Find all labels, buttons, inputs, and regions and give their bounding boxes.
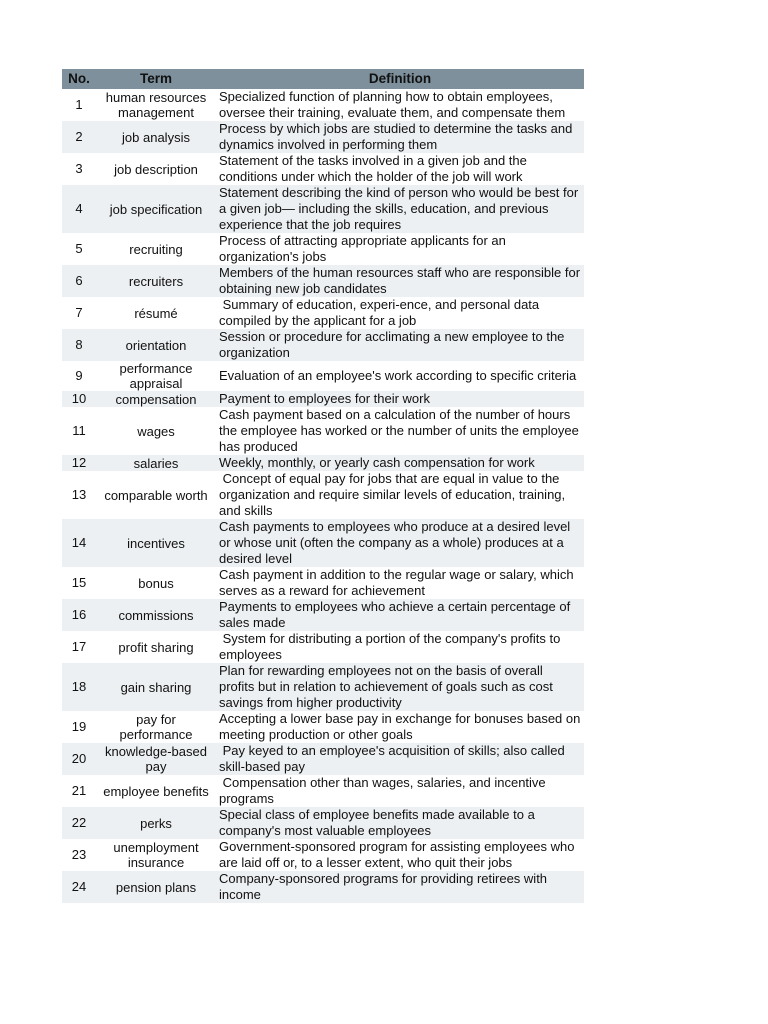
row-definition: Pay keyed to an employee's acquisition of skills; also called skill-based pay <box>216 743 584 775</box>
table-body <box>62 89 584 903</box>
row-definition: Accepting a lower base pay in exchange for bonuses based on meeting production or other goals <box>216 711 584 743</box>
row-number: 7 <box>62 297 96 329</box>
row-term: salaries <box>96 455 216 471</box>
table-row <box>62 775 584 807</box>
table-row <box>62 297 584 329</box>
row-term: pay for performance <box>96 711 216 743</box>
row-number: 14 <box>62 519 96 567</box>
table-row <box>62 361 584 391</box>
row-term: job specification <box>96 185 216 233</box>
row-definition: Concept of equal pay for jobs that are equal in value to the organization and require similar levels of education, training, and skills <box>216 471 584 519</box>
row-term: knowledge-based pay <box>96 743 216 775</box>
table-row <box>62 265 584 297</box>
row-definition: Evaluation of an employee's work according to specific criteria <box>216 361 584 391</box>
row-term: résumé <box>96 297 216 329</box>
row-term: profit sharing <box>96 631 216 663</box>
row-definition: Statement describing the kind of person who would be best for a given job— including the skills, education, and previous experience that the job requires <box>216 185 584 233</box>
table-header <box>62 69 584 89</box>
table-row <box>62 471 584 519</box>
row-term: performance appraisal <box>96 361 216 391</box>
row-definition: Payment to employees for their work <box>216 391 584 407</box>
row-term: bonus <box>96 567 216 599</box>
row-definition: Company-sponsored programs for providing retirees with income <box>216 871 584 903</box>
table-row <box>62 839 584 871</box>
row-definition: Specialized function of planning how to obtain employees, oversee their training, evaluate them, and compensate them <box>216 89 584 121</box>
row-number: 12 <box>62 455 96 471</box>
row-number: 17 <box>62 631 96 663</box>
table-row <box>62 233 584 265</box>
row-number: 23 <box>62 839 96 871</box>
row-term: incentives <box>96 519 216 567</box>
table-row <box>62 743 584 775</box>
row-number: 9 <box>62 361 96 391</box>
table-row <box>62 391 584 407</box>
header-no: No. <box>62 69 96 89</box>
row-number: 6 <box>62 265 96 297</box>
row-term: orientation <box>96 329 216 361</box>
table-row <box>62 153 584 185</box>
table-row <box>62 567 584 599</box>
row-term: pension plans <box>96 871 216 903</box>
glossary-table <box>62 69 584 903</box>
row-term: perks <box>96 807 216 839</box>
row-term: employee benefits <box>96 775 216 807</box>
table-row <box>62 807 584 839</box>
table-row <box>62 121 584 153</box>
header-term: Term <box>96 69 216 89</box>
row-definition: Session or procedure for acclimating a new employee to the organization <box>216 329 584 361</box>
table-row <box>62 329 584 361</box>
row-number: 13 <box>62 471 96 519</box>
header-row <box>62 69 584 89</box>
row-definition: Process of attracting appropriate applicants for an organization's jobs <box>216 233 584 265</box>
table-row <box>62 407 584 455</box>
row-term: human resources management <box>96 89 216 121</box>
row-term: unemployment insurance <box>96 839 216 871</box>
row-number: 8 <box>62 329 96 361</box>
row-term: job description <box>96 153 216 185</box>
table-row <box>62 455 584 471</box>
row-number: 22 <box>62 807 96 839</box>
row-number: 4 <box>62 185 96 233</box>
table-row <box>62 631 584 663</box>
row-term: wages <box>96 407 216 455</box>
header-definition: Definition <box>216 69 584 89</box>
row-definition: Cash payment in addition to the regular wage or salary, which serves as a reward for achievement <box>216 567 584 599</box>
row-term: recruiters <box>96 265 216 297</box>
row-term: job analysis <box>96 121 216 153</box>
table-row <box>62 599 584 631</box>
row-term: commissions <box>96 599 216 631</box>
row-term: recruiting <box>96 233 216 265</box>
row-definition: Weekly, monthly, or yearly cash compensation for work <box>216 455 584 471</box>
row-definition: System for distributing a portion of the company's profits to employees <box>216 631 584 663</box>
row-definition: Plan for rewarding employees not on the basis of overall profits but in relation to achievement of goals such as cost savings from higher productivity <box>216 663 584 711</box>
row-number: 2 <box>62 121 96 153</box>
table-row <box>62 871 584 903</box>
row-number: 19 <box>62 711 96 743</box>
row-definition: Government-sponsored program for assisting employees who are laid off or, to a lesser extent, who quit their jobs <box>216 839 584 871</box>
row-definition: Members of the human resources staff who are responsible for obtaining new job candidates <box>216 265 584 297</box>
table-row <box>62 663 584 711</box>
row-number: 21 <box>62 775 96 807</box>
row-definition: Statement of the tasks involved in a given job and the conditions under which the holder of the job will work <box>216 153 584 185</box>
row-term: gain sharing <box>96 663 216 711</box>
table-row <box>62 185 584 233</box>
row-number: 24 <box>62 871 96 903</box>
table-row <box>62 89 584 121</box>
row-definition: Compensation other than wages, salaries, and incentive programs <box>216 775 584 807</box>
row-definition: Process by which jobs are studied to determine the tasks and dynamics involved in performing them <box>216 121 584 153</box>
row-number: 10 <box>62 391 96 407</box>
row-number: 18 <box>62 663 96 711</box>
row-number: 1 <box>62 89 96 121</box>
row-number: 20 <box>62 743 96 775</box>
row-number: 11 <box>62 407 96 455</box>
row-definition: Special class of employee benefits made available to a company's most valuable employees <box>216 807 584 839</box>
table-row <box>62 519 584 567</box>
row-number: 16 <box>62 599 96 631</box>
row-definition: Payments to employees who achieve a certain percentage of sales made <box>216 599 584 631</box>
table-row <box>62 711 584 743</box>
row-definition: Cash payments to employees who produce at a desired level or whose unit (often the company as a whole) produces at a desired level <box>216 519 584 567</box>
row-definition: Summary of education, experi-ence, and personal data compiled by the applicant for a job <box>216 297 584 329</box>
row-number: 15 <box>62 567 96 599</box>
row-term: comparable worth <box>96 471 216 519</box>
row-number: 3 <box>62 153 96 185</box>
row-definition: Cash payment based on a calculation of the number of hours the employee has worked or the number of units the employee has produced <box>216 407 584 455</box>
row-term: compensation <box>96 391 216 407</box>
row-number: 5 <box>62 233 96 265</box>
